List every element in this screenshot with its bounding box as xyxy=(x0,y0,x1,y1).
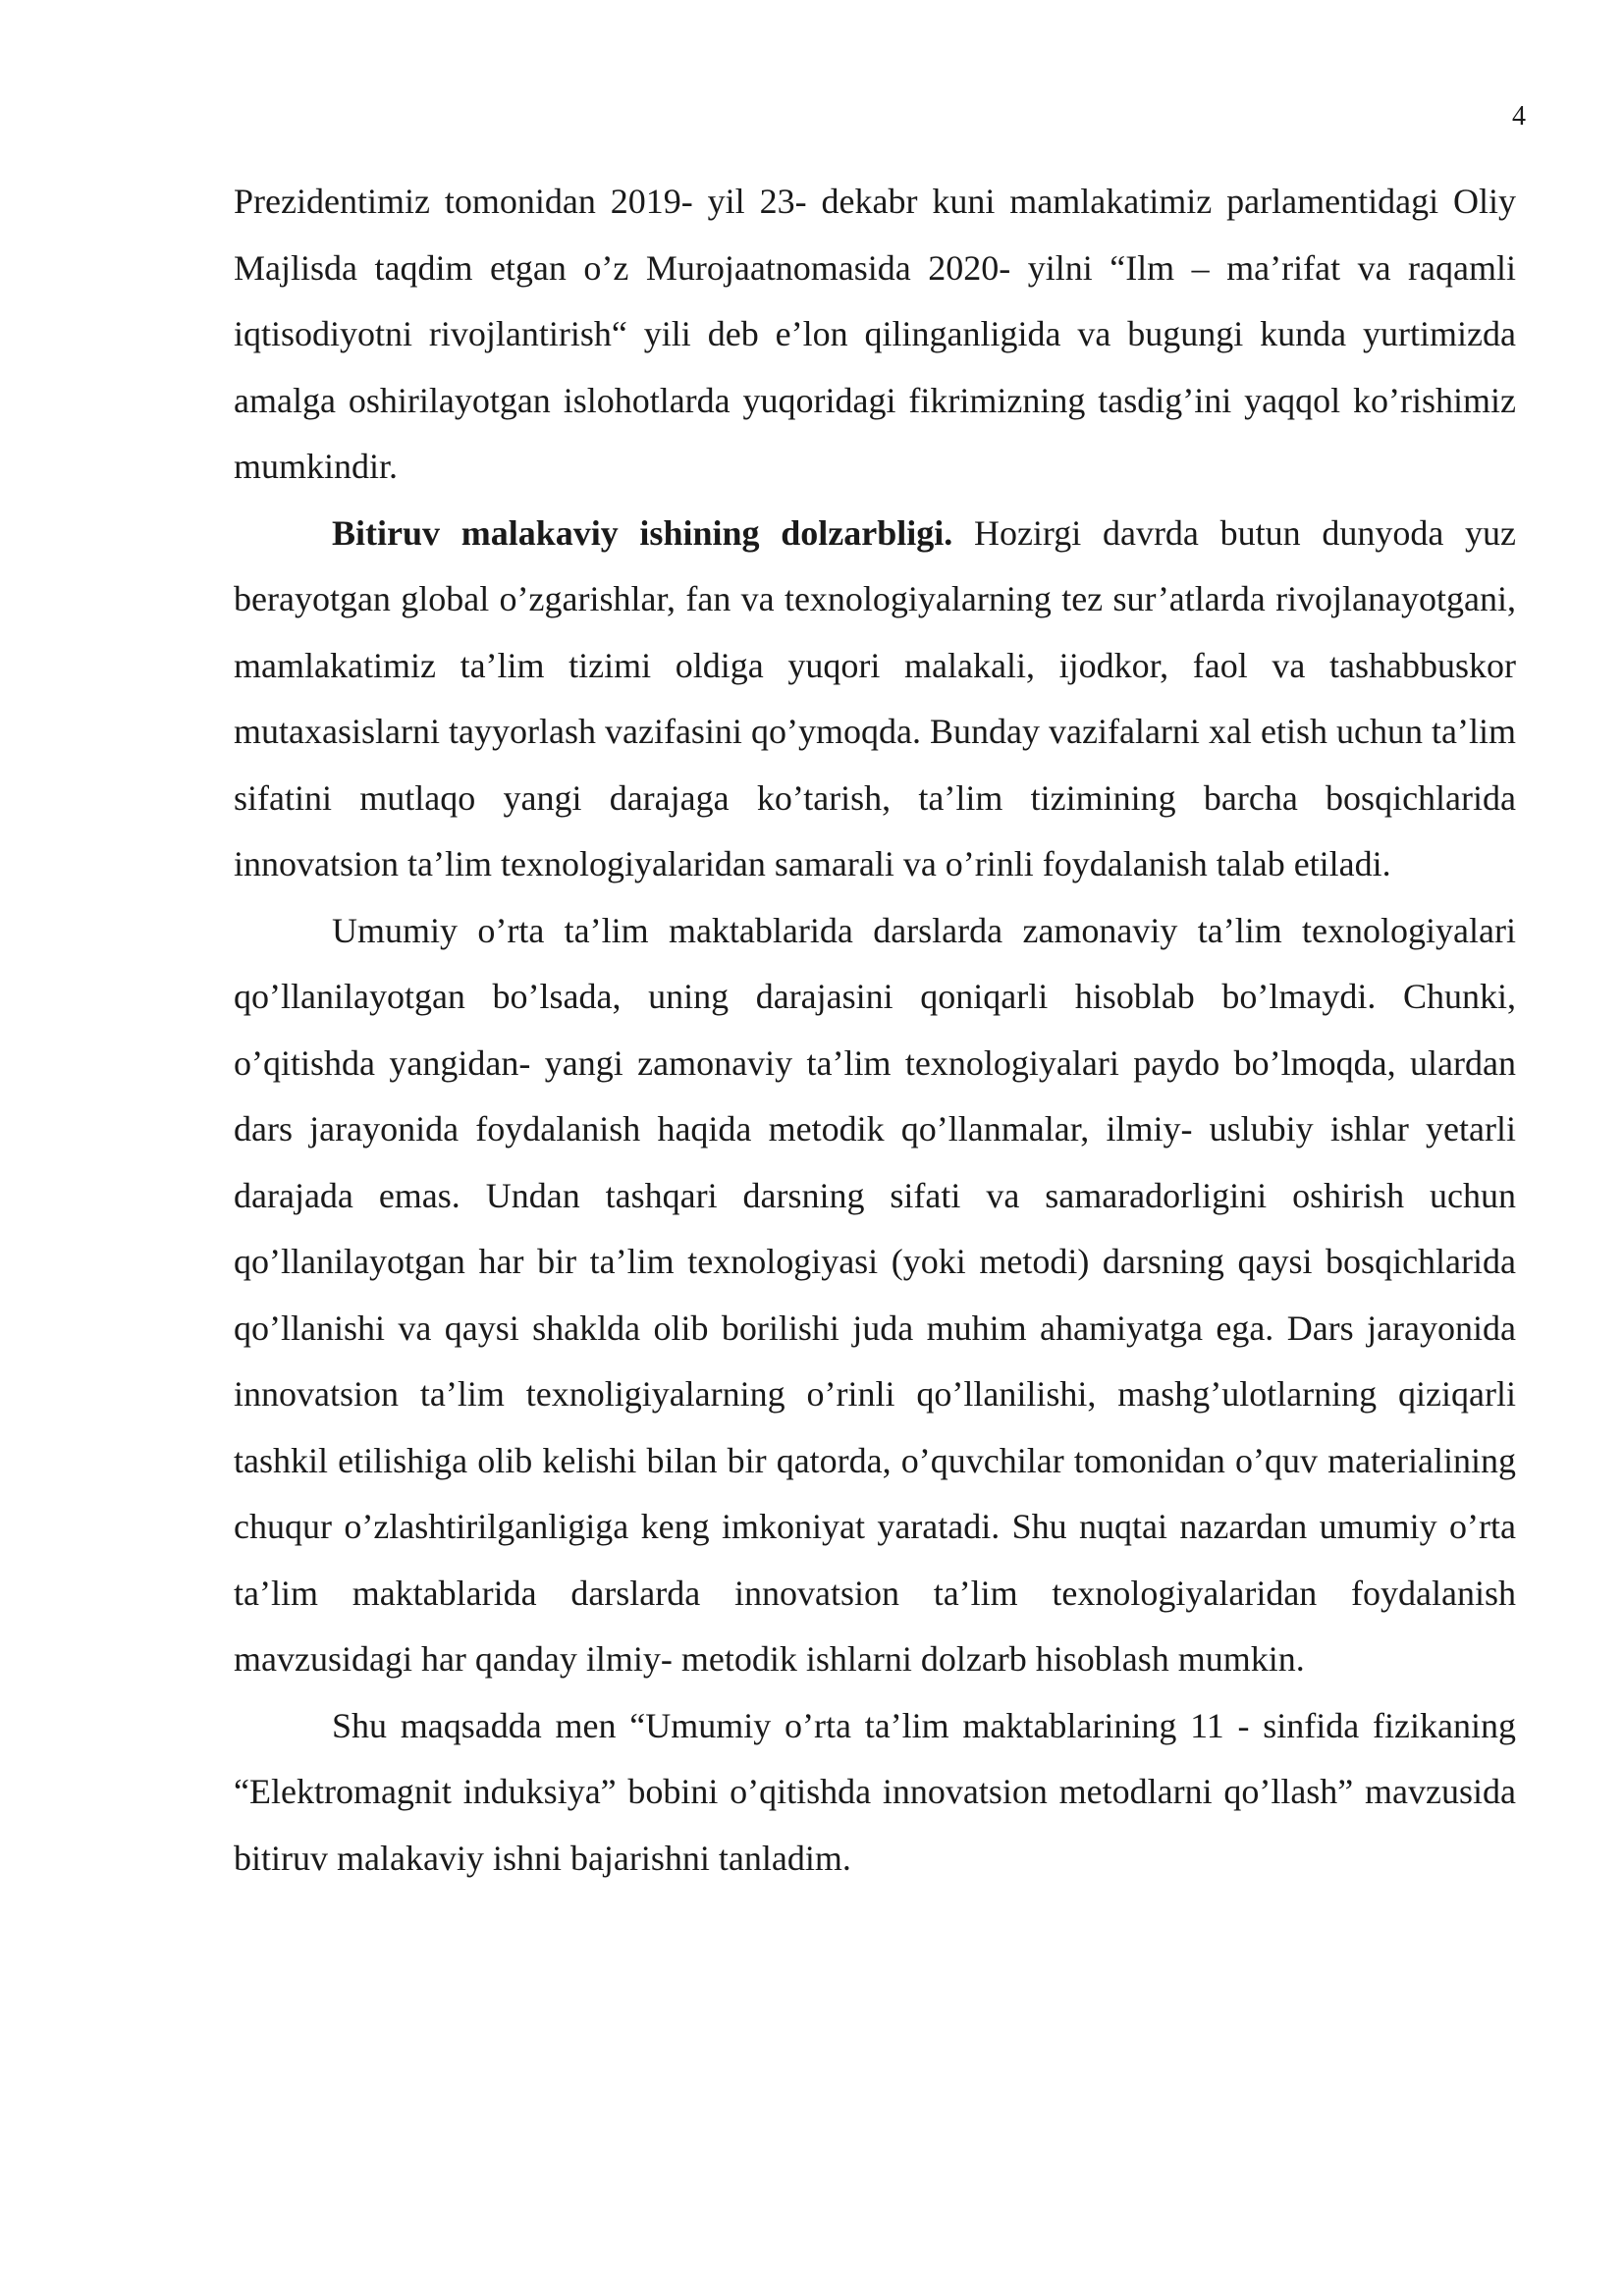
paragraph-topic-text: Shu maqsadda men “Umumiy o’rta ta’lim maktablarining 11 - sinfida fizikaning “Elektromagnit induksiya” bobini o’qitishda innovatsion metodlarni qo’llash” mavzusida bitiruv malakaviy ishni bajarishni tanladim. xyxy=(234,1705,1516,1878)
document-body xyxy=(234,169,1516,1892)
paragraph-relevance-heading: Bitiruv malakaviy ishining dolzarbligi. xyxy=(332,512,953,553)
paragraph-topic xyxy=(234,1693,1516,1893)
page-number: 4 xyxy=(1512,101,1526,132)
paragraph-relevance xyxy=(234,501,1516,898)
paragraph-schools xyxy=(234,898,1516,1693)
paragraph-relevance-text: Hozirgi davrda butun dunyoda yuz berayotgan global o’zgarishlar, fan va texnologiyalarning tez sur’atlarda rivojlanayotgani, mamlakatimiz ta’lim tizimi oldiga yuqori malakali, ijodkor, faol va tashabbuskor mutaxasislarni tayyorlash vazifasini qo’ymoqda. Bunday vazifalarni xal etish uchun ta’lim sifatini mutlaqo yangi darajaga ko’tarish, ta’lim tizimining barcha bosqichlarida innovatsion ta’lim texnologiyalaridan samarali va o’rinli foydalanish talab etiladi. xyxy=(234,512,1516,883)
paragraph-schools-text: Umumiy o’rta ta’lim maktablarida darslarda zamonaviy ta’lim texnologiyalari qo’llanilayotgan bo’lsada, uning darajasini qoniqarli hisoblab bo’lmaydi. Chunki, o’qitishda yangidan- yangi zamonaviy ta’lim texnologiyalari paydo bo’lmoqda, ulardan dars jarayonida foydalanish haqida metodik qo’llanmalar, ilmiy- uslubiy ishlar yetarli darajada emas. Undan tashqari darsning sifati va samaradorligini oshirish uchun qo’llanilayotgan har bir ta’lim texnologiyasi (yoki metodi) darsning qaysi bosqichlarida qo’llanishi va qaysi shaklda olib borilishi juda muhim ahamiyatga ega. Dars jarayonida innovatsion ta’lim texnoligiyalarning o’rinli qo’llanilishi, mashg’ulotlarning qiziqarli tashkil etilishiga olib kelishi bilan bir qatorda, o’quvchilar tomonidan o’quv materialining chuqur o’zlashtirilganligiga keng imkoniyat yaratadi. Shu nuqtai nazardan umumiy o’rta ta’lim maktablarida darslarda innovatsion ta’lim texnologiyalaridan foydalanish mavzusidagi har qanday ilmiy- metodik ishlarni dolzarb hisoblash mumkin. xyxy=(234,910,1516,1679)
paragraph-intro xyxy=(234,169,1516,501)
paragraph-intro-text: Prezidentimiz tomonidan 2019- yil 23- dekabr kuni mamlakatimiz parlamentidagi Oliy Majlisda taqdim etgan o’z Murojaatnomasida 2020- yilni “Ilm – ma’rifat va raqamli iqtisodiyotni rivojlantirish“ yili deb e’lon qilinganligida va bugungi kunda yurtimizda amalga oshirilayotgan islohotlarda yuqoridagi fikrimizning tasdig’ini yaqqol ko’rishimiz mumkindir. xyxy=(234,182,1516,486)
